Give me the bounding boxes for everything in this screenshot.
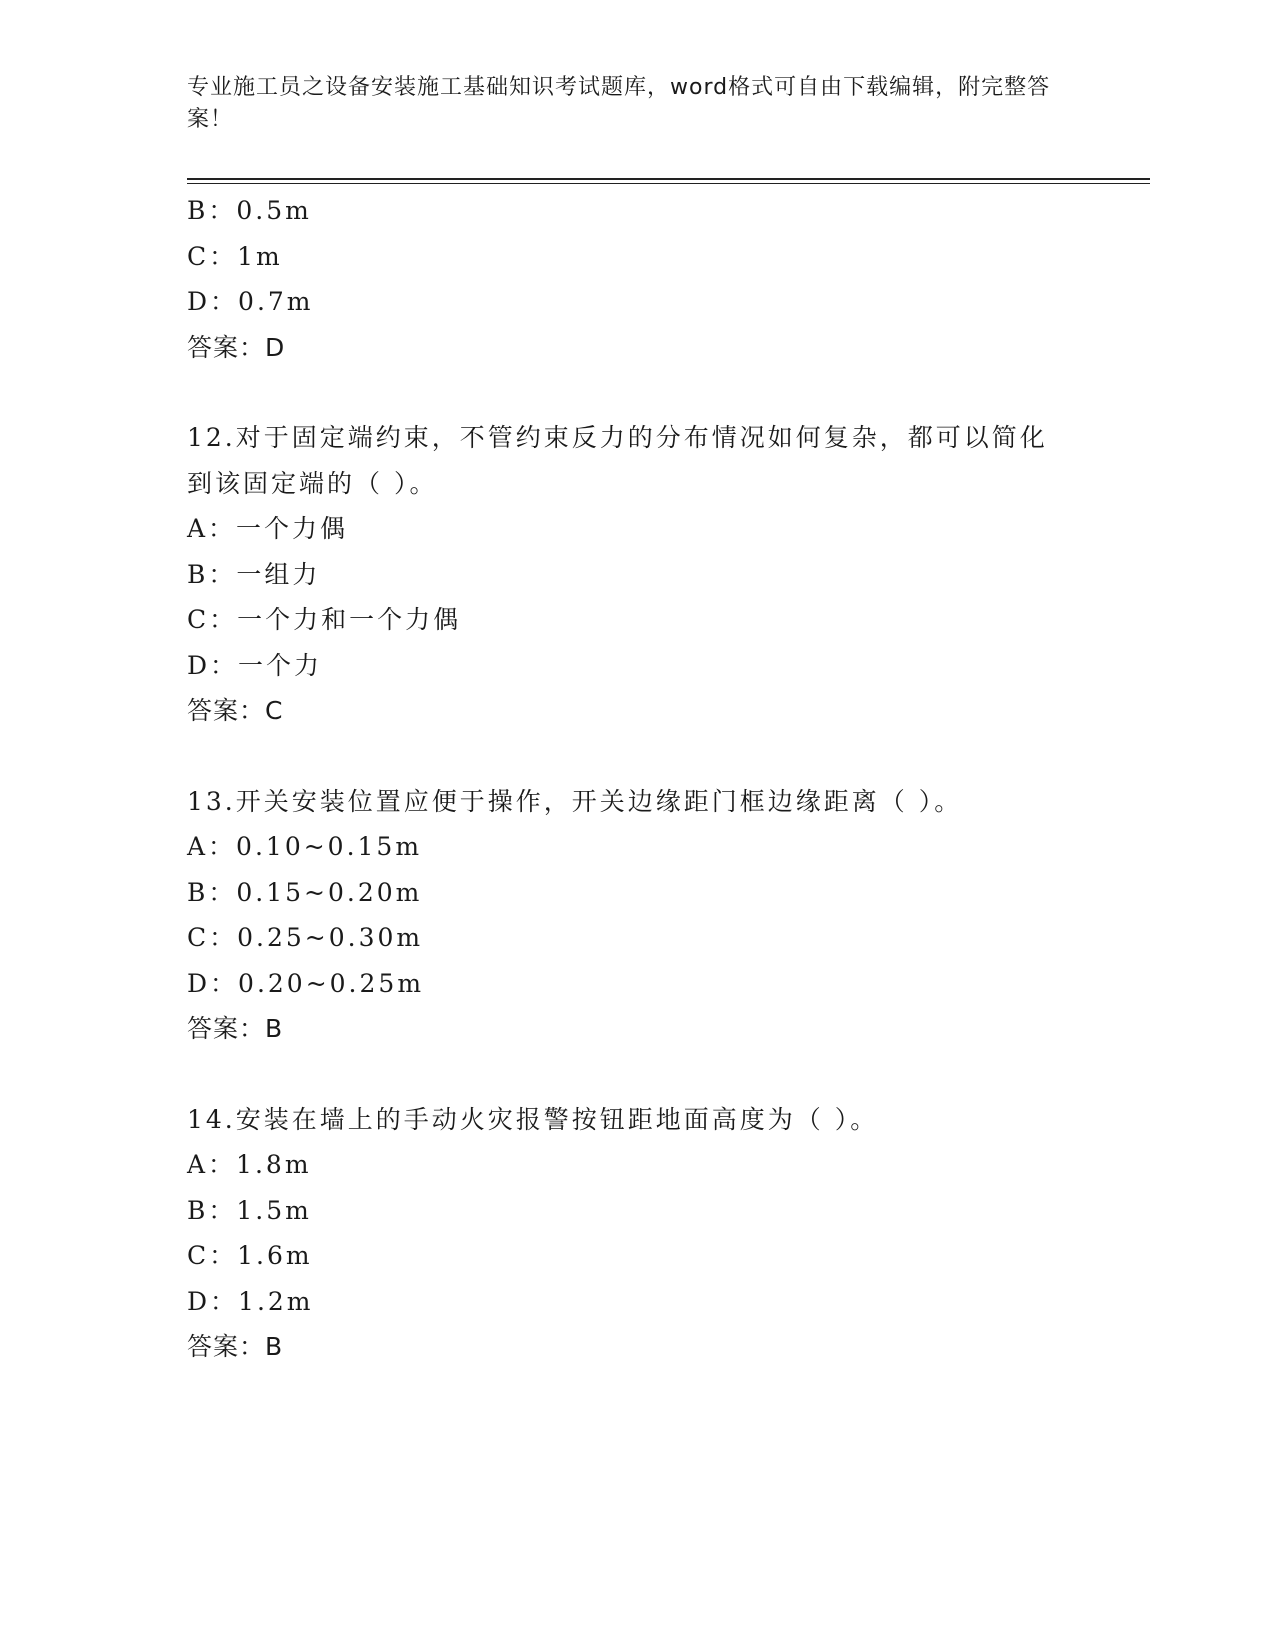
question-stem: 13.开关安装位置应便于操作，开关边缘距门框边缘距离（ ）。 [187,786,963,816]
answer-line: 答案：B [187,1014,284,1043]
option-c: C：1m [187,241,283,271]
option-d: D：一个力 [187,650,323,680]
option-a: A：0.10~0.15m [187,832,423,861]
option-d: D：1.2m [187,1286,314,1316]
option-c: C：1.6m [187,1241,313,1270]
option-d: D：0.20~0.25m [187,968,425,998]
document-header: 专业施工员之设备安装施工基础知识考试题库，word格式可自由下载编辑，附完整答案！ [187,75,1051,132]
option-b: B：一组力 [187,559,321,589]
option-c: C：0.25~0.30m [187,923,424,952]
question-stem: 12.对于固定端约束，不管约束反力的分布情况如何复杂，都可以简化到该固定端的（ ）。 [187,423,1048,498]
question-partial [187,188,1087,370]
question-14 [187,1097,1087,1370]
option-a: A：1.8m [187,1150,312,1179]
answer-line: 答案：D [187,332,286,362]
answer-line: 答案：B [187,1332,284,1361]
option-b: B：1.5m [187,1195,312,1225]
question-12 [187,415,1087,734]
option-b: B：0.15~0.20m [187,877,423,907]
question-stem: 14.安装在墙上的手动火灾报警按钮距地面高度为（ ）。 [187,1104,879,1134]
question-13 [187,779,1087,1052]
header-rule-thin [187,183,1150,184]
option-d: D：0.7m [187,287,314,316]
option-b: B：0.5m [187,196,312,225]
answer-line: 答案：C [187,696,284,725]
option-c: C：一个力和一个力偶 [187,605,462,634]
document-body [187,188,1087,1370]
header-rule-thick [187,178,1150,180]
option-a: A：一个力偶 [187,514,349,543]
